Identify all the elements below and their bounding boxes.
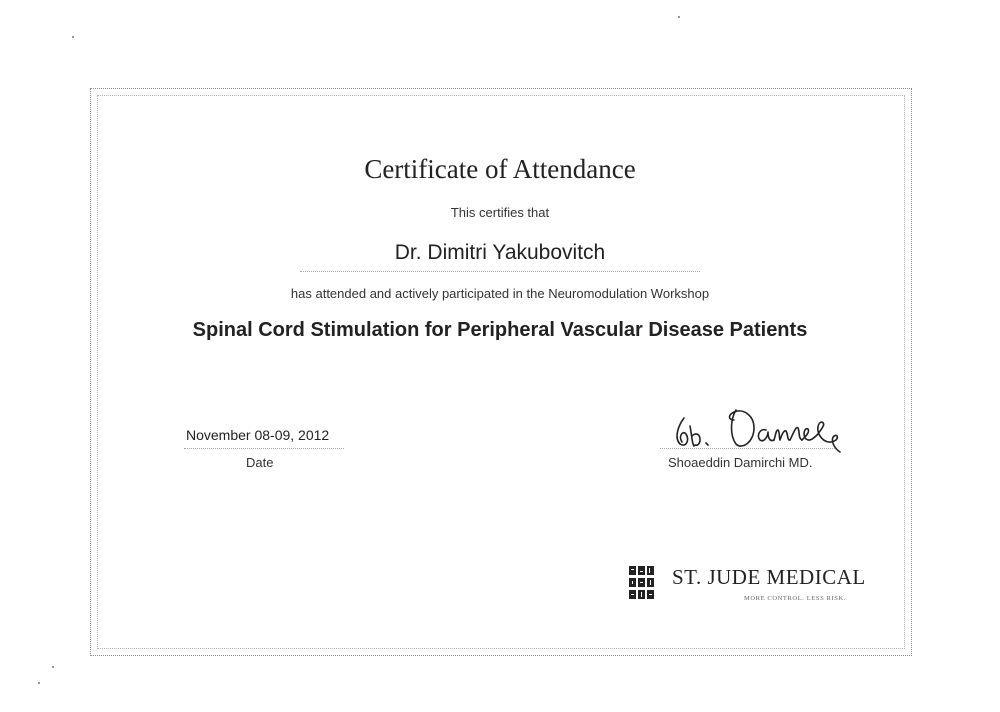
scan-speck [72, 36, 74, 38]
signer-name: Shoaeddin Damirchi MD. [668, 455, 813, 470]
date-label: Date [246, 455, 274, 470]
date-rule [184, 448, 344, 449]
recipient-rule [300, 271, 700, 272]
brand-name: ST. JUDE MEDICAL [672, 565, 866, 589]
scan-speck [52, 666, 54, 668]
date-value: November 08-09, 2012 [186, 427, 330, 443]
certificate-title: Certificate of Attendance [364, 154, 636, 184]
attendance-statement: has attended and actively participated in the Neuromodulation Workshop [290, 286, 710, 301]
scan-speck [38, 682, 40, 684]
signature-rule [660, 448, 835, 449]
course-title: Spinal Cord Stimulation for Peripheral Vascular Disease Patients [192, 319, 808, 341]
certifies-line: This certifies that [450, 205, 550, 220]
st-jude-logo-icon [629, 566, 655, 600]
scan-speck [678, 16, 680, 18]
brand-tagline: MORE CONTROL. LESS RISK. [744, 595, 846, 602]
recipient-name: Dr. Dimitri Yakubovitch [394, 241, 606, 264]
